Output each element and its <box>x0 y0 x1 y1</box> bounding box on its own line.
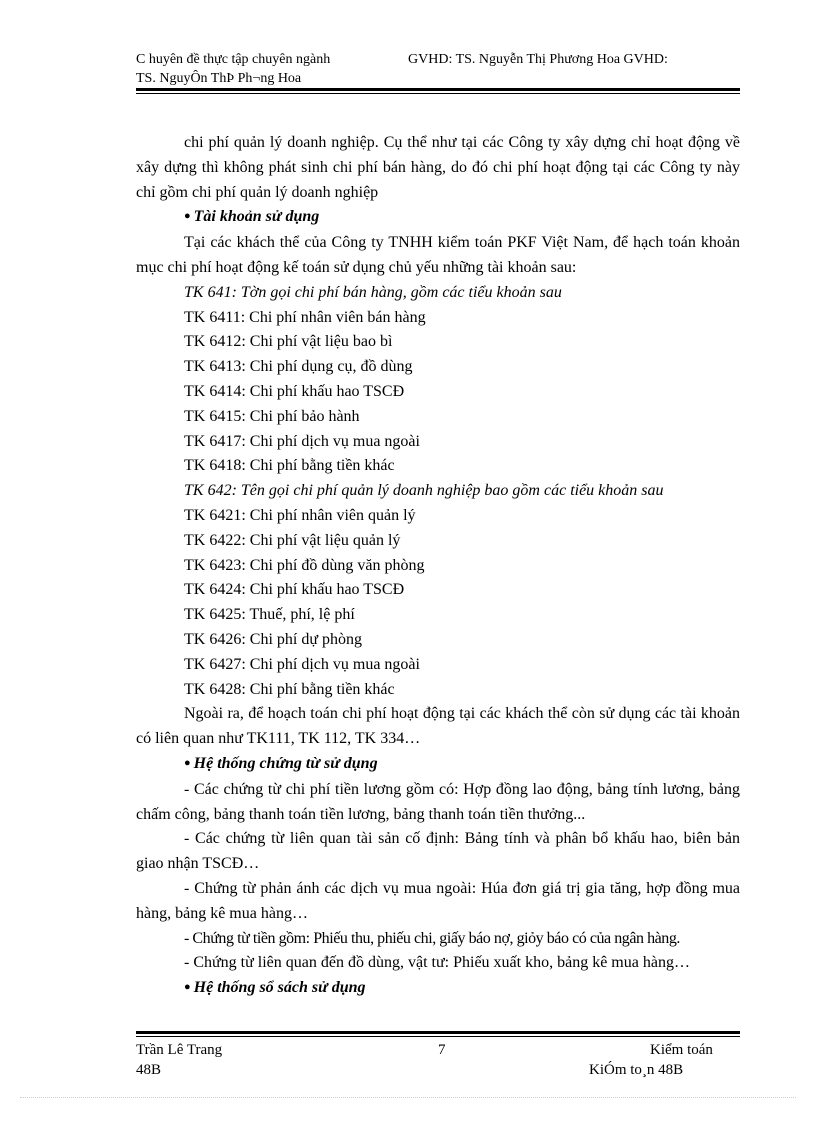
list-item: TK 6426: Chi phí dự phòng <box>184 630 363 648</box>
list-item: TK 6428: Chi phí bằng tiền khác <box>184 680 395 698</box>
paragraph-intro: chi phí quản lý doanh nghiệp. Cụ thể như tại các Công ty xây dựng chỉ hoạt động về xây dựng thì không phát sinh chi phí bán hàng, do đó chi phí hoạt động tại các Công ty này chỉ gồm chi phí quản lý doanh nghiệp <box>136 134 740 201</box>
header-rule-thick <box>136 88 740 91</box>
list-item: TK 6423: Chi phí đồ dùng văn phòng <box>184 556 425 574</box>
header-supervisor: GVHD: TS. Nguyễn Thị Phương Hoa GVHD: <box>408 52 668 67</box>
bullet-icon: ● <box>184 981 191 994</box>
page-header <box>136 50 740 88</box>
tk641-title: TK 641: Tờn gọi chi phí bán hàng, gồm các tiểu khoản sau <box>184 283 562 301</box>
footer-class: 48B <box>136 1062 162 1078</box>
tk642-title: TK 642: Tên gọi chi phí quản lý doanh nghiệp bao gồm các tiểu khoản sau <box>184 482 664 500</box>
paragraph-voucher-salary: - Các chứng từ chi phí tiền lương gồm có: Hợp đồng lao động, bảng tính lương, bảng chấm công, bảng thanh toán tiền lương, bảng thanh toán tiền thưởng... <box>136 780 740 823</box>
header-rule-thin <box>136 93 740 94</box>
list-item: TK 6424: Chi phí khấu hao TSCĐ <box>184 581 405 599</box>
footer-department: Kiểm toán <box>650 1042 713 1058</box>
header-course-title: C huyên đề thực tập chuyên ngành <box>136 52 331 67</box>
list-item: TK 6414: Chi phí khấu hao TSCĐ <box>184 382 405 400</box>
footer-rule-thick <box>136 1031 740 1034</box>
bullet-icon: ● <box>184 756 191 769</box>
paragraph-accounts: Tại các khách thể của Công ty TNHH kiểm toán PKF Việt Nam, để hạch toán khoản mục chi phí hoạt động kế toán sử dụng chủ yếu những tài khoản sau: <box>136 234 740 276</box>
list-item: TK 6413: Chi phí dụng cụ, đồ dùng <box>184 358 413 376</box>
heading-books-text: Hệ thống sổ sách sử dụng <box>193 979 366 997</box>
list-item: TK 6421: Chi phí nhân viên quản lý <box>184 506 416 524</box>
header-row-1 <box>136 50 740 69</box>
document-body <box>136 131 740 1002</box>
paragraph-voucher-materials: - Chứng từ liên quan đến đồ dùng, vật tư: Phiếu xuất kho, bảng kê mua hàng… <box>184 954 690 972</box>
footer-rule-thin <box>136 1036 740 1037</box>
paragraph-voucher-assets: - Các chứng từ liên quan tài sản cố định: Bảng tính và phân bổ khấu hao, biên bản giao nhận TSCĐ… <box>136 830 740 873</box>
heading-books <box>136 976 740 1002</box>
list-item: TK 6427: Chi phí dịch vụ mua ngoài <box>184 655 420 673</box>
bullet-icon: ● <box>184 210 191 223</box>
list-item: TK 6418: Chi phí bằng tiền khác <box>184 457 395 475</box>
list-item: TK 6425: Thuế, phí, lệ phí <box>184 606 355 624</box>
list-item: TK 6422: Chi phí vật liệu quản lý <box>184 531 401 549</box>
heading-vouchers <box>136 752 740 778</box>
list-item: TK 6417: Chi phí dịch vụ mua ngoài <box>184 432 420 450</box>
paragraph-other-accounts: Ngoài ra, để hoạch toán chi phí hoạt động tại các khách thể còn sử dụng các tài khoản có liên quan như TK111, TK 112, TK 334… <box>136 705 740 748</box>
paragraph-voucher-services: - Chứng từ phản ánh các dịch vụ mua ngoài: Húa đơn giá trị gia tăng, hợp đồng mua hàng, bảng kê mua hàng… <box>136 879 740 922</box>
paragraph-voucher-cash: - Chứng từ tiền gồm: Phiếu thu, phiếu chi, giấy báo nợ, giỏy báo có của ngân hàng. <box>184 929 680 947</box>
footer-page-number: 7 <box>438 1042 446 1058</box>
header-supervisor-line-2: TS. NguyÔn ThÞ Ph¬ng Hoa <box>136 71 302 86</box>
heading-vouchers-text: Hệ thống chứng từ sử dụng <box>193 754 378 772</box>
footer-author: Trần Lê Trang <box>136 1042 223 1058</box>
page-edge-divider <box>20 1097 796 1098</box>
list-item: TK 6415: Chi phí bảo hành <box>184 407 360 425</box>
heading-accounts-text: Tài khoản sử dụng <box>193 208 320 226</box>
heading-accounts <box>136 205 740 231</box>
footer-department-line-2: KiÓm to¸n 48B <box>589 1062 684 1078</box>
list-item: TK 6411: Chi phí nhân viên bán hàng <box>184 308 426 326</box>
list-item: TK 6412: Chi phí vật liệu bao bì <box>184 333 393 351</box>
